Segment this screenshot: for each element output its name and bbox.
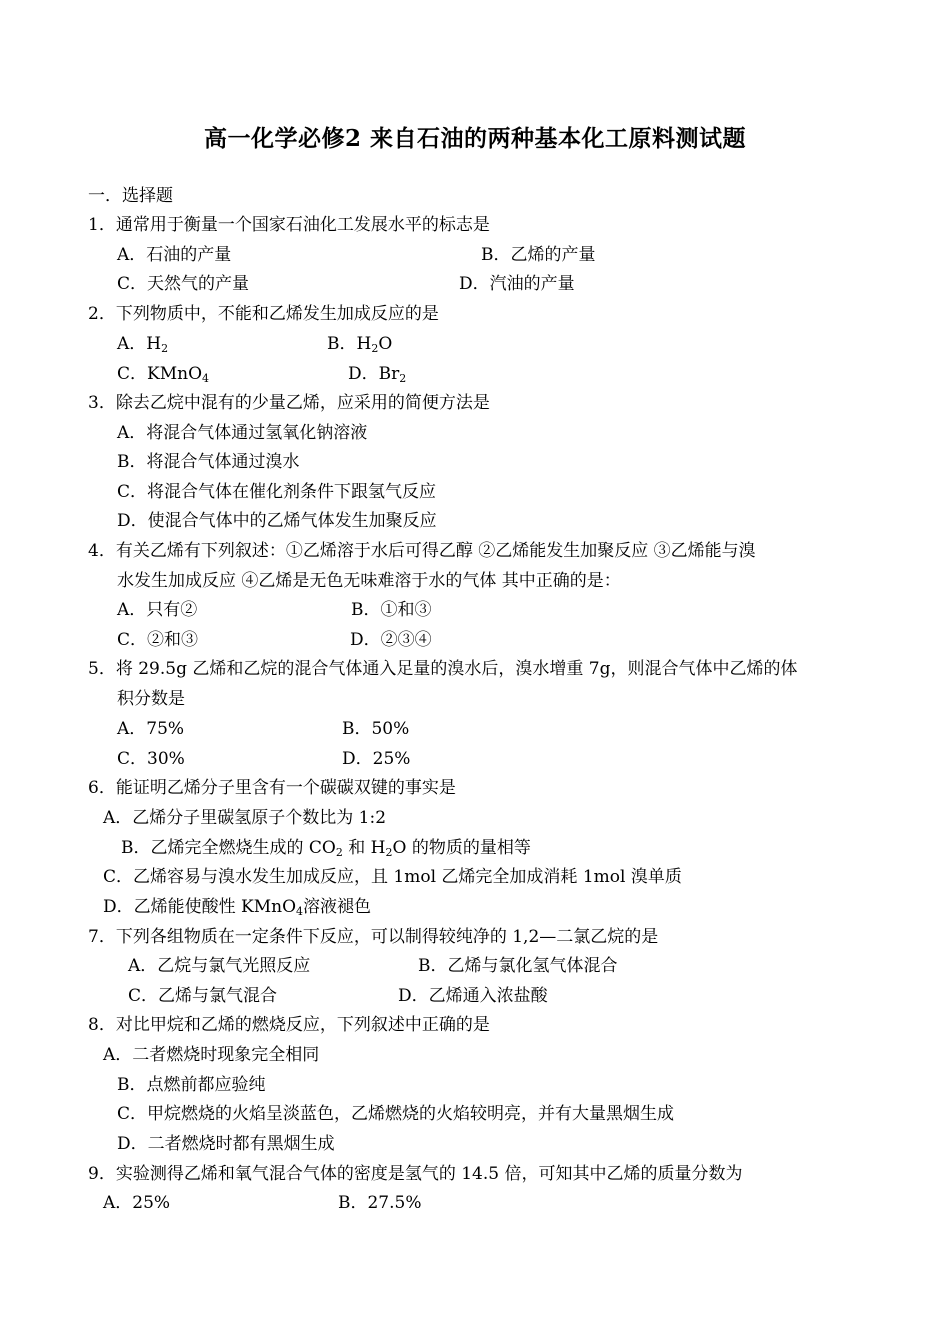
question-9-stem: 9．实验测得乙烯和氧气混合气体的密度是氢气的 14.5 倍，可知其中乙烯的质量分数为 bbox=[88, 1164, 743, 1184]
question-5-stem-line2: 积分数是 bbox=[117, 689, 185, 709]
question-1-option-d: D．汽油的产量 bbox=[459, 274, 575, 294]
question-6-option-c: C．乙烯容易与溴水发生加成反应，且 1mol 乙烯完全加成消耗 1mol 溴单质 bbox=[103, 867, 682, 887]
question-5-option-a: A．75% bbox=[117, 719, 185, 739]
question-8-option-c: C．甲烷燃烧的火焰呈淡蓝色，乙烯燃烧的火焰较明亮，并有大量黑烟生成 bbox=[117, 1104, 675, 1124]
question-2-option-d: D．$Br_2$ bbox=[348, 364, 407, 385]
question-7-option-b: B．乙烯与氯化氢气体混合 bbox=[418, 956, 618, 976]
question-1-option-c: C．天然气的产量 bbox=[117, 274, 250, 294]
question-3-option-a: A．将混合气体通过氢氧化钠溶液 bbox=[117, 423, 368, 443]
question-4-option-d: D．②③④ bbox=[350, 630, 432, 650]
question-6-option-b: B．乙烯完全燃烧生成的 $CO_2$ 和 $H_2O$ 的物质的量相等 bbox=[121, 838, 531, 859]
section-heading: 一．选择题 bbox=[88, 186, 173, 206]
question-4-stem-line1: 4．有关乙烯有下列叙述：①乙烯溶于水后可得乙醇 ②乙烯能发生加聚反应 ③乙烯能与溴 bbox=[88, 541, 756, 561]
question-5-option-c: C．30% bbox=[117, 749, 185, 769]
question-4-option-b: B．①和③ bbox=[351, 600, 432, 620]
question-8-option-b: B．点燃前都应验纯 bbox=[117, 1075, 266, 1095]
question-1-option-b: B．乙烯的产量 bbox=[481, 245, 596, 265]
question-1-option-a: A．石油的产量 bbox=[117, 245, 232, 265]
question-8-option-a: A．二者燃烧时现象完全相同 bbox=[103, 1045, 320, 1065]
question-8-option-d: D．二者燃烧时都有黑烟生成 bbox=[117, 1134, 335, 1154]
document-title: 高一化学必修2 来自石油的两种基本化工原料测试题 bbox=[203, 125, 746, 152]
question-3-option-b: B．将混合气体通过溴水 bbox=[117, 452, 300, 472]
question-1-stem: 1．通常用于衡量一个国家石油化工发展水平的标志是 bbox=[88, 215, 490, 235]
question-7-option-c: C．乙烯与氯气混合 bbox=[128, 986, 278, 1006]
question-3-stem: 3．除去乙烷中混有的少量乙烯，应采用的简便方法是 bbox=[88, 393, 490, 413]
question-7-stem: 7．下列各组物质在一定条件下反应，可以制得较纯净的 1,2—二氯乙烷的是 bbox=[88, 927, 659, 947]
question-4-option-a: A．只有② bbox=[117, 600, 198, 620]
question-7-option-d: D．乙烯通入浓盐酸 bbox=[398, 986, 548, 1006]
question-2-option-b: B．$H_2O$ bbox=[327, 334, 393, 355]
question-9-option-b: B．27.5% bbox=[338, 1193, 422, 1213]
question-7-option-a: A．乙烷与氯气光照反应 bbox=[128, 956, 311, 976]
question-4-option-c: C．②和③ bbox=[117, 630, 199, 650]
question-6-stem: 6．能证明乙烯分子里含有一个碳碳双键的事实是 bbox=[88, 778, 456, 798]
question-5-option-b: B．50% bbox=[342, 719, 410, 739]
question-3-option-c: C．将混合气体在催化剂条件下跟氢气反应 bbox=[117, 482, 437, 502]
question-5-option-d: D．25% bbox=[342, 749, 411, 769]
question-6-option-a: A．乙烯分子里碳氢原子个数比为 1:2 bbox=[103, 808, 387, 828]
question-5-stem-line1: 5．将 29.5g 乙烯和乙烷的混合气体通入足量的溴水后，溴水增重 7g，则混合气体中乙烯的体 bbox=[88, 659, 798, 679]
question-2-option-c: C．KMnO$_4$ bbox=[117, 364, 209, 385]
question-4-stem-line2: 水发生加成反应 ④乙烯是无色无味难溶于水的气体 其中正确的是： bbox=[117, 571, 621, 591]
question-2-option-a: A．$H_2$ bbox=[117, 334, 169, 355]
question-3-option-d: D．使混合气体中的乙烯气体发生加聚反应 bbox=[117, 511, 437, 531]
question-6-option-d: D．乙烯能使酸性 KMnO$_4$溶液褪色 bbox=[103, 897, 372, 918]
question-2-stem: 2．下列物质中，不能和乙烯发生加成反应的是 bbox=[88, 304, 439, 324]
question-8-stem: 8．对比甲烷和乙烯的燃烧反应，下列叙述中正确的是 bbox=[88, 1015, 490, 1035]
question-9-option-a: A．25% bbox=[103, 1193, 171, 1213]
